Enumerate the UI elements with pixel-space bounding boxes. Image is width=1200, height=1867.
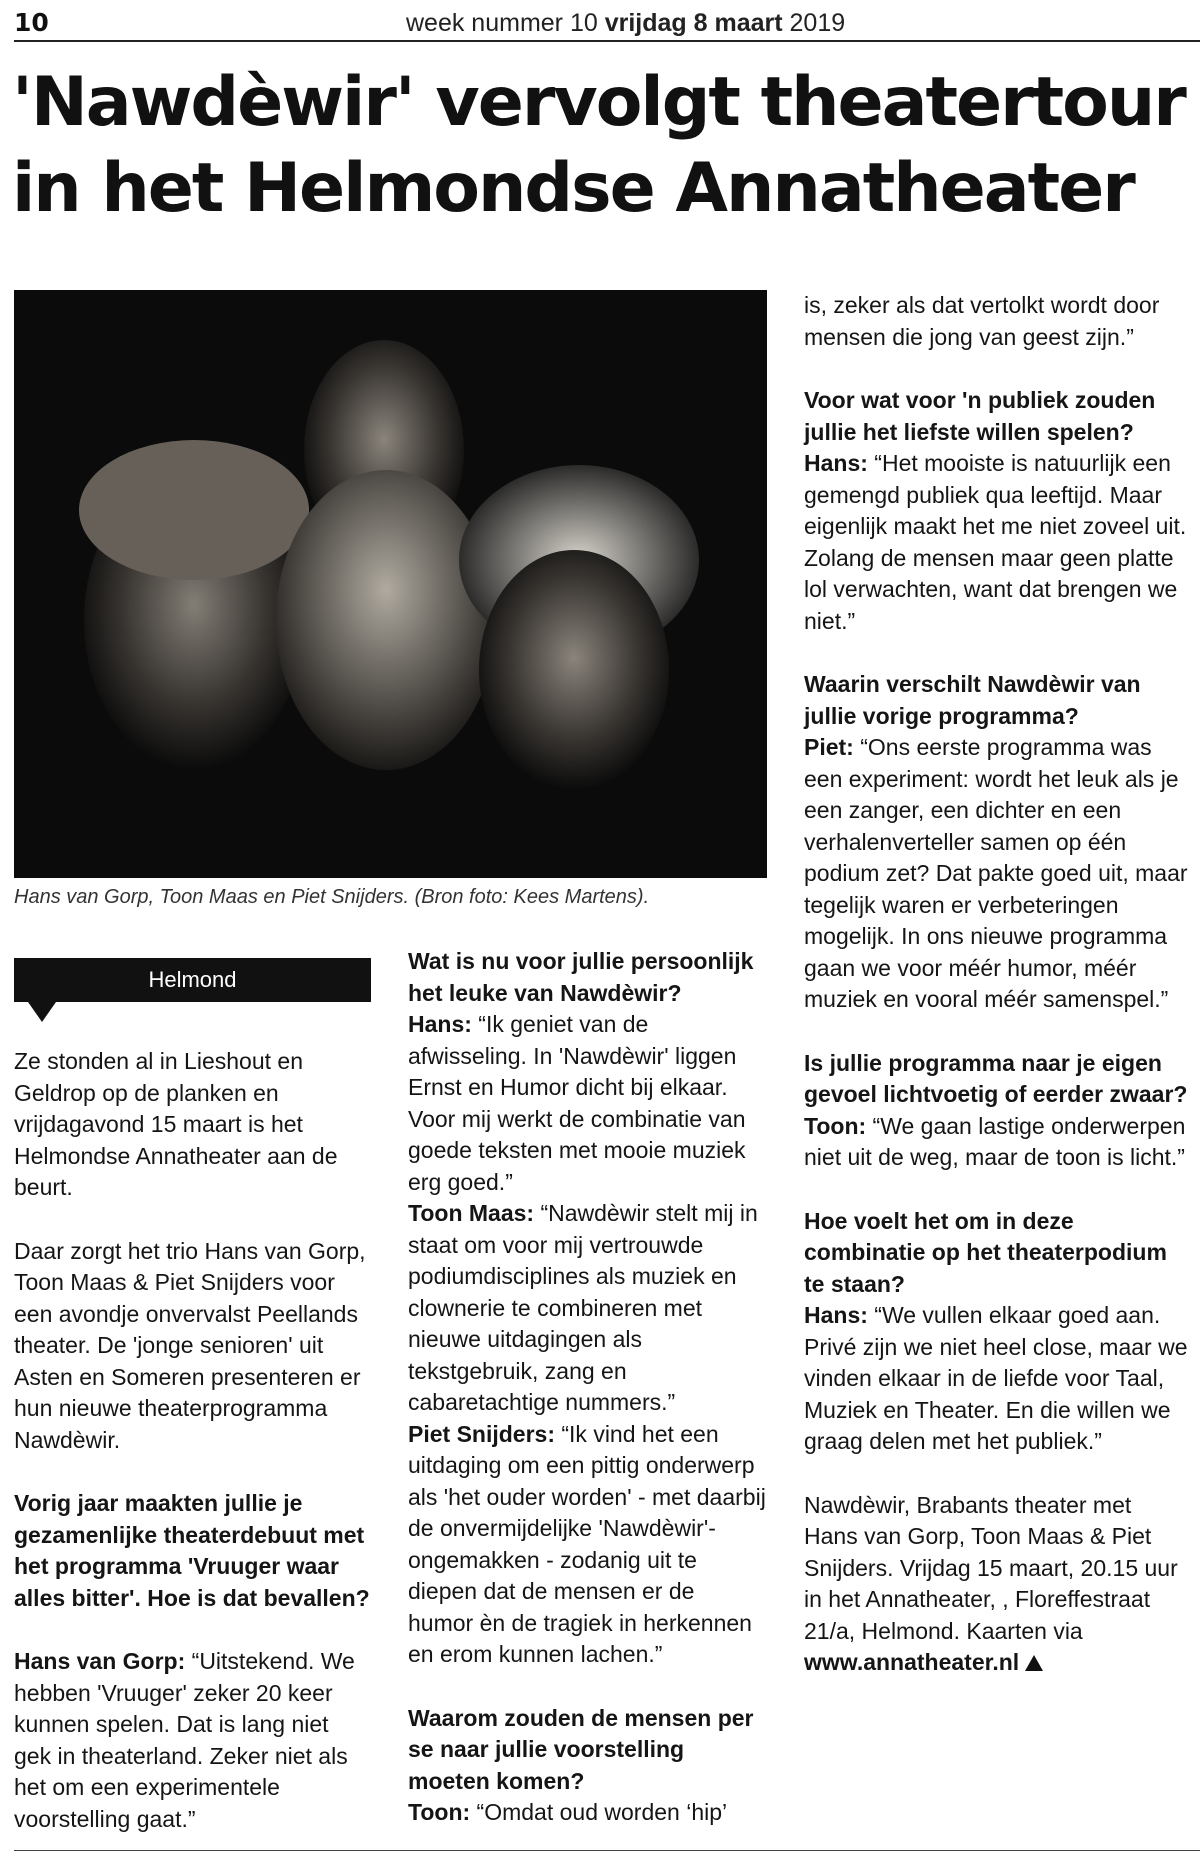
qa-block-1 (14, 1488, 371, 1835)
event-info (804, 1490, 1188, 1679)
speaker-2c: Piet Snijders: (408, 1420, 555, 1447)
event-info-text: Nawdèwir, Brabants theater met Hans van Gorp, Toon Maas & Piet Snijders. Vrijdag 15 maart, 20.15 uur in het Annatheater, , Floreffestraat 21/a, Helmond. Kaarten via (804, 1491, 1178, 1644)
photo-caption: Hans van Gorp, Toon Maas en Piet Snijders. (Bron foto: Kees Martens). (14, 886, 650, 908)
triangle-up-icon (1025, 1655, 1043, 1671)
qa-block-5 (804, 669, 1188, 1016)
qa-block-3 (408, 1703, 766, 1829)
location-tag: Helmond (14, 958, 371, 1002)
speaker-6: Toon: (804, 1112, 867, 1139)
speaker-1: Hans van Gorp: (14, 1648, 186, 1674)
website-link[interactable]: www.annatheater.nl (804, 1649, 1020, 1675)
qa-block-2 (408, 946, 766, 1671)
question-1: Vorig jaar maakten jullie je gezamenlijke theaterdebuut met het programma 'Vruuger waar alles bitter'. Hoe is dat bevallen? (14, 1490, 370, 1611)
intro-paragraph-2: Daar zorgt het trio Hans van Gorp, Toon Maas & Piet Snijders voor een avondje onvervalst Peellands theater. De 'jonge senioren' uit Asten en Someren presenteren er hun nieuwe theaterprogramma Nawdèwir. (14, 1237, 366, 1453)
intro-paragraph-1: Ze stonden al in Lieshout en Geldrop op de planken en vrijdagavond 15 maart is het Helmondse Annatheater aan de beurt. (14, 1048, 338, 1200)
answer-2b: “Nawdèwir stelt mij in staat om voor mij vertrouwde podiumdisciplines als muziek en clownerie te combineren met nieuwe uitdagingen als tekstgebruik, zang en cabaretachtige nummers.” (408, 1200, 758, 1415)
answer-3-continued: is, zeker als dat vertolkt wordt door mensen die jong van geest zijn.” (804, 292, 1160, 350)
speaker-3: Toon: (408, 1799, 471, 1825)
speaker-7: Hans: (804, 1302, 868, 1328)
page-bottom-rule (14, 1850, 1200, 1851)
answer-2c: “Ik vind het een uitdaging om een pittig onderwerp als 'het ouder worden' - met daarbij de onvermijdelijke 'Nawdèwir'-ongemakken - zodanig uit te diepen dat de mensen er de humor èn de tragiek in herkennen en erom kunnen lachen.” (408, 1420, 766, 1667)
column-2 (408, 946, 766, 1861)
question-4: Voor wat voor 'n publiek zouden jullie het liefste willen spelen? (804, 387, 1156, 445)
answer-3: “Omdat oud worden ‘hip’ (470, 1799, 728, 1825)
qa-block-4 (804, 385, 1188, 637)
answer-2a: “Ik geniet van de afwisseling. In 'Nawdèwir' liggen Ernst en Humor dicht bij elkaar. Voor mij werkt de combinatie van goede teksten met mooie muziek erg goed.” (408, 1011, 746, 1195)
page-number: 10 (14, 8, 49, 37)
question-5: Waarin verschilt Nawdèwir van jullie vorige programma? (804, 671, 1141, 729)
answer-4: “Het mooiste is natuurlijk een gemengd publiek qua leeftijd. Maar eigenlijk maakt het me niet zoveel uit. Zolang de mensen maar geen platte lol verwachten, want dat brengen we niet.” (804, 450, 1187, 634)
question-2: Wat is nu voor jullie persoonlijk het leuke van Nawdèwir? (408, 948, 754, 1006)
speaker-5: Piet: (804, 734, 854, 760)
article-photo (14, 290, 767, 878)
location-tag-arrow-icon (28, 1002, 56, 1022)
answer-7: “We vullen elkaar goed aan. Privé zijn we niet heel close, maar we vinden elkaar in de liefde voor Taal, Muziek en Theater. En die willen we graag delen met het publiek.” (804, 1302, 1188, 1454)
qa-block-6 (804, 1048, 1188, 1174)
spacer (14, 1614, 371, 1646)
question-7: Hoe voelt het om in deze combinatie op het theaterpodium te staan? (804, 1207, 1167, 1297)
person-left (79, 440, 309, 770)
article-headline: 'Nawdèwir' vervolgt theatertour in het Helmondse Annatheater (12, 63, 1185, 228)
page-header (14, 6, 1200, 42)
question-3: Waarom zouden de mensen per se naar jullie voorstelling moeten komen? (408, 1704, 754, 1794)
speaker-2a: Hans: (408, 1011, 472, 1037)
question-6: Is jullie programma naar je eigen gevoel lichtvoetig of eerder zwaar? (804, 1049, 1188, 1107)
column-1 (14, 1046, 371, 1867)
answer-1: “Uitstekend. We hebben 'Vruuger' zeker 20 keer kunnen spelen. Dat is lang niet gek in theaterland. Zeker niet als het om een experimentele voorstelling gaat.” (14, 1648, 355, 1832)
speaker-2b: Toon Maas: (408, 1200, 535, 1226)
column-3 (804, 290, 1188, 1711)
answer-5: “Ons eerste programma was een experiment: wordt het leuk als je een zanger, een dichter en een verhalenverteller samen op één podium zet? Dat pakte goed uit, maar tegelijk waren er verbeteringen mogelijk. In ons nieuwe programma gaan we voor méér humor, méér muziek en vooral méér samenspel.” (804, 734, 1188, 1012)
answer-6: “We gaan lastige onderwerpen niet uit de weg, maar de toon is licht.” (804, 1112, 1186, 1170)
qa-block-7 (804, 1206, 1188, 1458)
issue-dateline: week nummer 10 vrijdag 8 maart 2019 (406, 9, 846, 37)
speaker-4: Hans: (804, 450, 868, 476)
